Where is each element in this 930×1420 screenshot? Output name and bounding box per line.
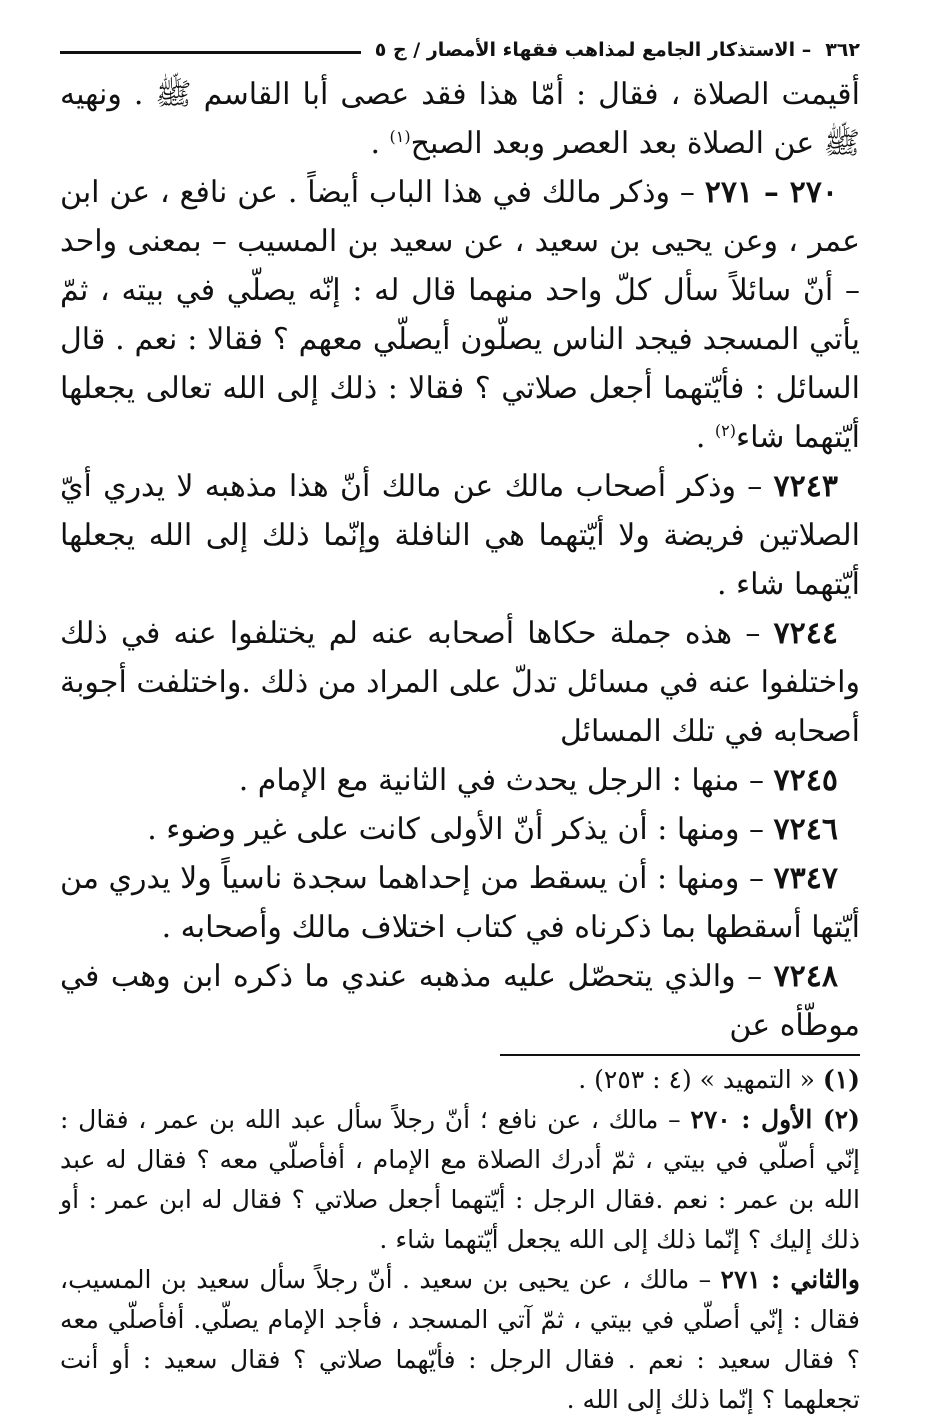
paragraph: أقيمت الصلاة ، فقال : أمّا هذا فقد عصى أبا القاسم ﷺ . ونهيه ﷺ عن الصلاة بعد العصر وبعد الصبح$^{(١)}$ . [60,77,860,161]
footnote: والثاني : ٢٧١ – مالك ، عن يحيى بن سعيد . أنّ رجلاً سأل سعيد بن المسيب، فقال : إنّي أصلّي في بيتي ، ثمّ آتي المسجد ، فأجد الإمام يصلّي. أفأصلّي معه ؟ فقال سعيد : نعم . فقال الرجل : فأيّهما صلاتي ؟ فقال سعيد : أو أنت تجعلهما ؟ إنّما ذلك إلى الله . [60,1265,860,1414]
footnote-number: والثاني : ٢٧١ [720,1265,860,1294]
paragraph-number: ٧٢٤٥ [773,763,838,798]
header-rule [60,51,361,54]
footnote-separator [500,1054,860,1056]
footnote-number: (٢) الأول : ٢٧٠ [690,1105,860,1134]
footnote: (٢) الأول : ٢٧٠ – مالك ، عن نافع ؛ أنّ رجلاً سأل عبد الله بن عمر ، فقال : إنّي أصلّي في بيتي ، ثمّ أدرك الصلاة مع الإمام ، أفأصلّي معه ؟ فقال له عبد الله بن عمر : نعم .فقال الرجل : أيّتهما أجعل صلاتي ؟ فقال له ابن عمر : أو ذلك إليك ؟ إنّما ذلك إلى الله يجعل أيّتهما شاء . [60,1105,860,1254]
paragraph: ٧٢٤٣ – وذكر أصحاب مالك عن مالك أنّ هذا مذهبه لا يدري أيّ الصلاتين فريضة ولا أيّتهما هي النافلة وإنّما ذلك إلى الله يجعلها أيّتهما شاء . [60,469,860,602]
paragraph: ٧٢٤٤ – هذه جملة حكاها أصحابه عنه لم يختلفوا عنه في ذلك واختلفوا عنه في مسائل تدلّ على المراد من ذلك .واختلفت أجوبة أصحابه في تلك المسائل [60,616,860,749]
paragraph-number: ٢٧٠ – ٢٧١ [704,175,838,210]
paragraph-number: ٧٢٤٦ [773,812,838,847]
paragraph: ٧٢٤٨ – والذي يتحصّل عليه مذهبه عندي ما ذكره ابن وهب في موطّأه عن [60,959,860,1043]
paragraph-number: ٧٢٤٤ [773,616,838,651]
paragraph: ٧٢٤٥ – منها : الرجل يحدث في الثانية مع الإمام . [238,763,838,798]
paragraph-number: ٧٢٤٣ [773,469,838,504]
footnote-ref: (١) [389,127,411,146]
footnotes [60,1060,860,1420]
running-header [60,30,860,70]
footnote-number: (١) [822,1065,860,1094]
paragraph: ٧٢٤٦ – ومنها : أن يذكر أنّ الأولى كانت على غير وضوء . [147,812,838,847]
footnote-ref: (٢) [714,421,737,440]
paragraph: ٧٣٤٧ – ومنها : أن يسقط من إحداهما سجدة ناسياً ولا يدري من أيّتها أسقطها بما ذكرناه في كتاب اختلاف مالك وأصحابه . [60,861,860,945]
page [60,30,860,1420]
paragraph: ٢٧٠ – ٢٧١ – وذكر مالك في هذا الباب أيضاً . عن نافع ، عن ابن عمر ، وعن يحيى بن سعيد ، عن سعيد بن المسيب – بمعنى واحد – أنّ سائلاً سأل كلّ واحد منهما قال له : إنّه يصلّي في بيته ، ثمّ يأتي المسجد فيجد الناس يصلّون أيصلّي معهم ؟ فقالا : نعم . قال السائل : فأيّتهما أجعل صلاتي ؟ فقالا : ذلك إلى الله تعالى يجعلها أيّتهما شاء$^{(٢)}$ . [60,175,860,455]
footnote: (١) « التمهيد » (٤ : ٢٥٣) . [578,1065,860,1094]
main-text [60,70,860,1050]
header-title: – الاستذكار الجامع لمذاهب فقهاء الأمصار / ج ٥ [374,39,812,61]
page-number: ٣٦٢ [825,39,860,61]
paragraph-number: ٧٢٤٨ [773,959,838,994]
paragraph-number: ٧٣٤٧ [773,861,838,896]
